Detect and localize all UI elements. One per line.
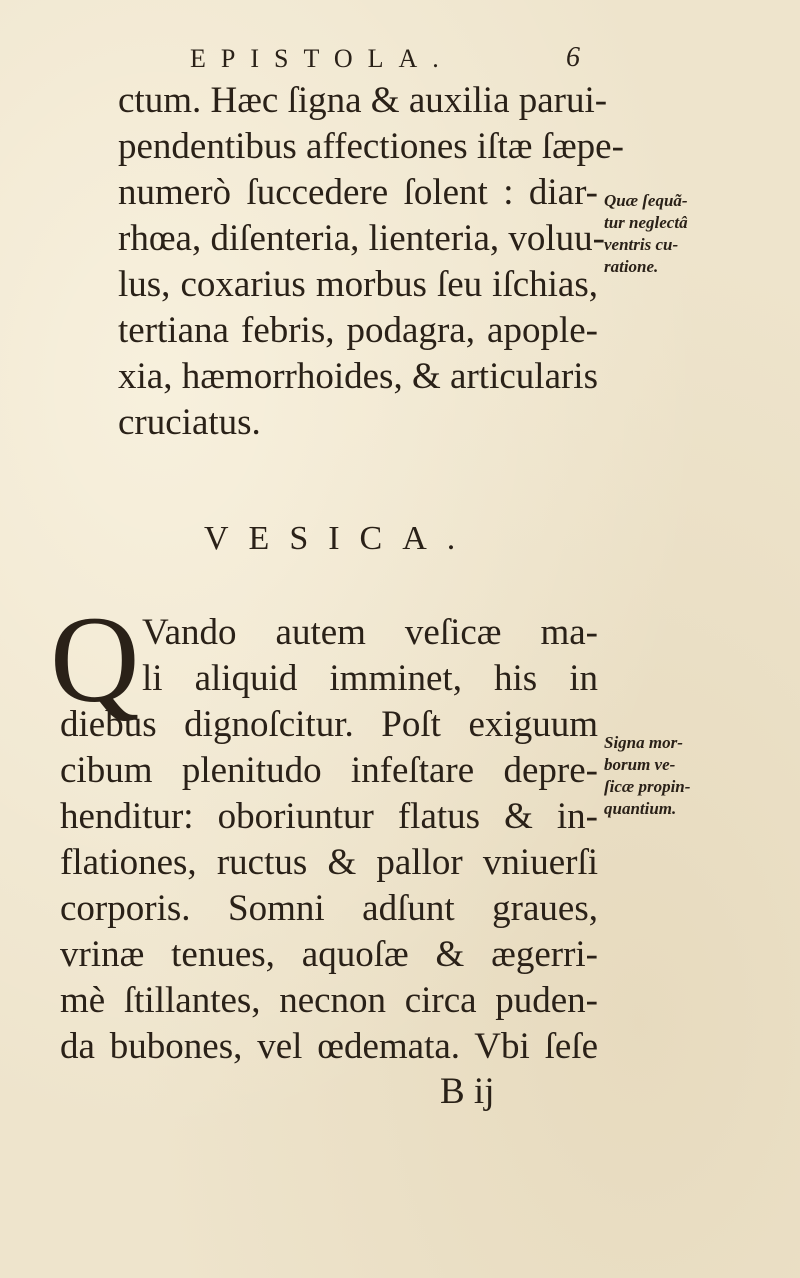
text-line: henditur: oboriuntur flatus & in- [60,796,598,837]
marginal-note-two [604,732,740,820]
drop-capital: Q [50,591,140,728]
note-line: quantium. [604,799,677,818]
paragraph-two [60,702,598,1070]
text-line: diebus dignoſcitur. Poſt exiguum [60,704,598,745]
section-heading: VESICA. [204,520,476,557]
text-line: lus, coxarius morbus ſeu iſchias, [118,264,598,305]
text-line: pendentibus affectiones iſtæ ſæpe- [118,126,624,167]
note-line: ratione. [604,257,659,276]
text-line: xia, hæmorrhoides, & articularis [118,356,598,397]
text-line: rhœa, diſenteria, lienteria, voluu- [118,218,605,259]
note-line: ſicæ propin- [604,777,691,796]
page-number: 6 [566,42,580,73]
paragraph-one [118,78,624,446]
text-line: vrinæ tenues, aquoſæ & ægerri- [60,934,598,975]
text-line: cruciatus. [118,402,261,443]
text-line: numerò ſuccedere ſolent : diar- [118,172,598,213]
note-line: borum ve- [604,755,676,774]
text-line: cibum plenitudo infeſtare depre- [60,750,598,791]
note-line: tur neglectâ [604,213,688,232]
text-line: ctum. Hæc ſigna & auxilia parui- [118,80,608,121]
note-line: Quæ ſequã- [604,191,688,210]
text-line: flationes, ructus & pallor vniuerſi [60,842,598,883]
note-line: ventris cu- [604,235,679,254]
paragraph-two-opening [142,610,598,702]
text-line: mè ſtillantes, necnon circa puden- [60,980,598,1021]
text-line: Vando autem veſicæ ma- [142,612,598,653]
running-head: EPISTOLA. [190,44,454,73]
text-line: corporis. Somni adſunt graues, [60,888,598,929]
text-line: da bubones, vel œdemata. Vbi ſeſe [60,1026,598,1067]
marginal-note-one [604,190,740,278]
signature-mark: B ij [440,1071,495,1112]
text-line: tertiana febris, podagra, apople- [118,310,598,351]
note-line: Signa mor- [604,733,683,752]
text-line: li aliquid imminet, his in [142,658,598,699]
